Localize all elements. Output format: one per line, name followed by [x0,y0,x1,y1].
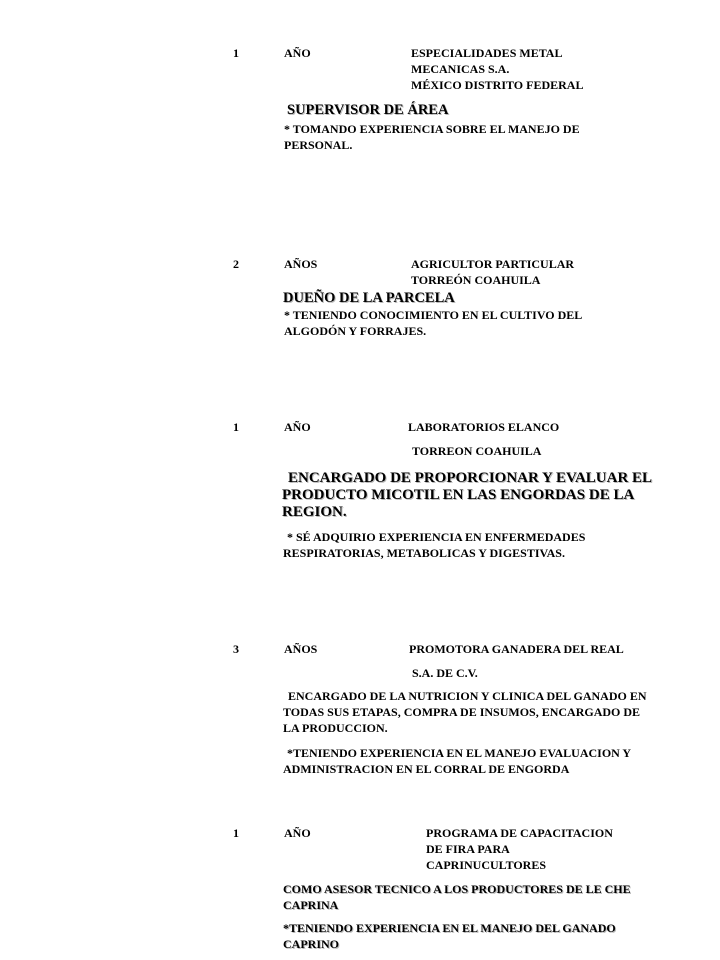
company-line: DE FIRA PARA [426,842,510,856]
position-title: SUPERVISOR DE ÁREA [287,102,449,118]
entry-unit: AÑO [284,46,311,60]
company-line: PROGRAMA DE CAPACITACION [426,826,613,840]
entry-unit: AÑOS [284,257,318,271]
entry-unit: AÑO [284,826,311,840]
entry-unit: AÑO [284,420,311,434]
position-detail: * SÉ ADQUIRIO EXPERIENCIA EN ENFERMEDADES RESPIRATORIAS, METABOLICAS Y DIGESTIVAS. [283,530,586,560]
position-detail: *TENIENDO EXPERIENCIA EN EL MANEJO EVALUACION Y ADMINISTRACION EN EL CORRAL DE ENGORDA [283,746,631,776]
company-line: MÉXICO DISTRITO FEDERAL [411,78,584,92]
company-line: PROMOTORA GANADERA DEL REAL [409,642,624,656]
entry-years: 1 [233,46,239,60]
company-line: CAPRINUCULTORES [426,858,547,872]
company-line: AGRICULTOR PARTICULAR [411,257,575,271]
position-detail: *TENIENDO EXPERIENCIA EN EL MANEJO DEL GANADO CAPRINO [283,921,616,951]
entry-years: 2 [233,257,239,271]
company-line: S.A. DE C.V. [412,666,478,680]
position-title: ENCARGADO DE PROPORCIONAR Y EVALUAR EL PRODUCTO MICOTIL EN LAS ENGORDAS DE LA REGION. [282,470,652,520]
company-line: TORREÓN COAHUILA [411,273,541,287]
position-title: ENCARGADO DE LA NUTRICION Y CLINICA DEL GANADO EN TODAS SUS ETAPAS, COMPRA DE INSUMOS, ENCARGADO DE LA PRODUCCION. [283,689,647,735]
entry-years: 3 [233,642,239,656]
entry-years: 1 [233,420,239,434]
position-title: DUEÑO DE LA PARCELA [283,290,455,306]
entry-years: 1 [233,826,239,840]
company-line: ESPECIALIDADES METAL [411,46,563,60]
company-line: TORREON COAHUILA [412,444,542,458]
entry-unit: AÑOS [284,642,318,656]
position-detail: * TENIENDO CONOCIMIENTO EN EL CULTIVO DEL ALGODÓN Y FORRAJES. [284,308,582,338]
company-line: MECANICAS S.A. [411,62,510,76]
position-title: COMO ASESOR TECNICO A LOS PRODUCTORES DE LE CHE CAPRINA [283,882,631,912]
position-detail: * TOMANDO EXPERIENCIA SOBRE EL MANEJO DE PERSONAL. [284,122,580,152]
company-line: LABORATORIOS ELANCO [408,420,560,434]
